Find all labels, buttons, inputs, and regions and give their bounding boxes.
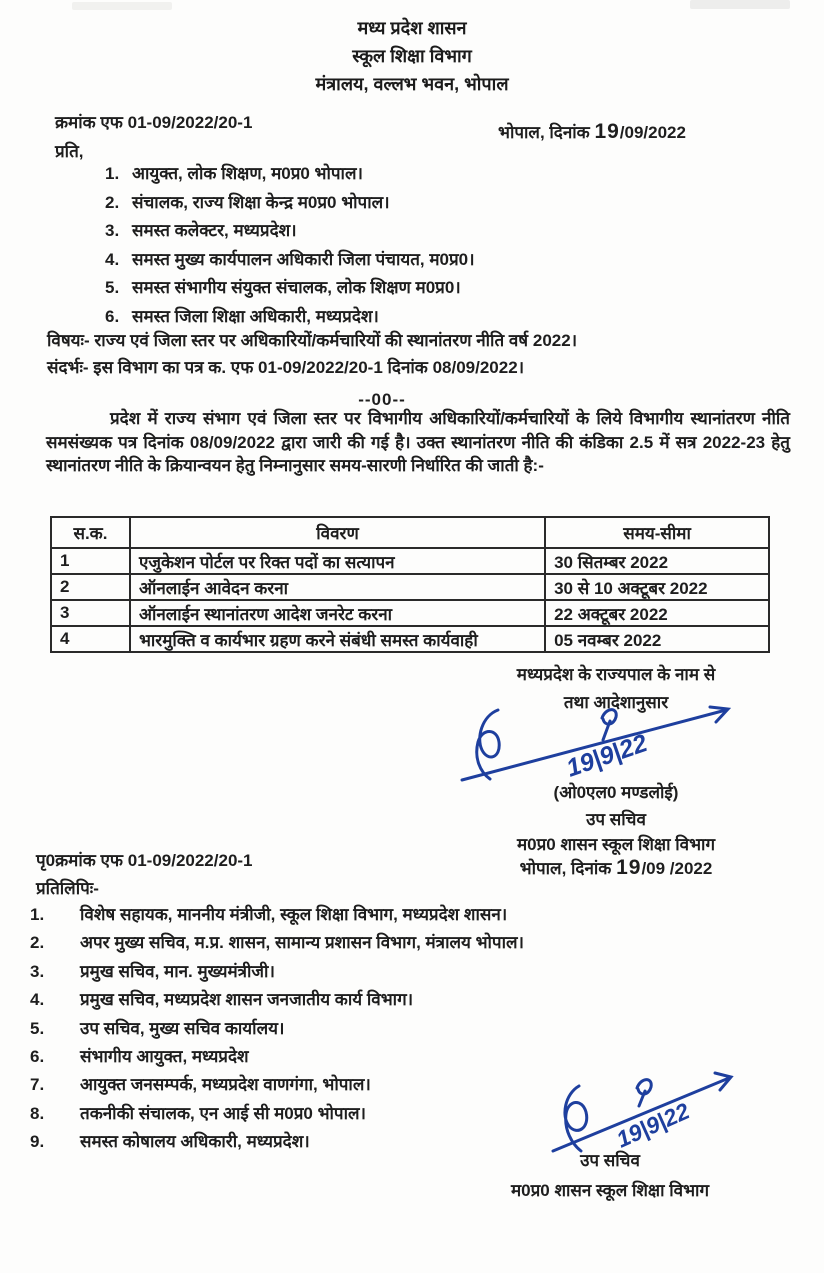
body-paragraph: प्रदेश में राज्य संभाग एवं जिला स्तर पर विभागीय अधिकारियों/कर्मचारियों के लिये विभागीय स्थानांतरण नीति समसंख्यक पत्र दिनांक 08/09/2022 द्वारा जारी की गई है। उक्त स्थानांतरण नीति की कंडिका 2.5 में सत्र 2022-23 हेतु स्थानांतरण नीति के क्रियान्वयन हेतु निम्नानुसार समय-सारणी निर्धारित की जाती है:-: [46, 409, 790, 476]
to-label: प्रति,: [55, 142, 84, 161]
cell-time: 30 से 10 अक्टूबर 2022: [545, 574, 769, 600]
list-item: [30, 1100, 750, 1128]
signatory-place-date: [448, 856, 784, 880]
place-date-rest: /09 /2022: [641, 859, 713, 878]
item-text: समस्त जिला शिक्षा अधिकारी, मध्यप्रदेश।: [132, 306, 379, 326]
letter-number: क्रमांक एफ 01-09/2022/20-1: [55, 113, 253, 132]
list-item: [30, 929, 750, 957]
item-text: समस्त कोषालय अधिकारी, मध्यप्रदेश।: [80, 1132, 310, 1152]
footer-department: म0प्र0 शासन स्कूल शिक्षा विभाग: [510, 1181, 710, 1200]
signature-date: 19|9|22: [612, 1097, 694, 1153]
item-text: समस्त संभागीय संयुक्त संचालक, लोक शिक्षण म0प्र0।: [132, 278, 461, 298]
list-item: [105, 160, 705, 189]
endorsement-number: पृ0क्रमांक एफ 01-09/2022/20-1: [36, 851, 253, 870]
item-text: संचालक, राज्य शिक्षा केन्द्र म0प्र0 भोपाल।: [132, 192, 390, 212]
item-number: 4.: [105, 249, 120, 269]
list-item: [105, 189, 705, 218]
item-text: अपर मुख्य सचिव, म.प्र. शासन, सामान्य प्रशासन विभाग, मंत्रालय भोपाल।: [80, 933, 524, 953]
letterhead: [0, 14, 824, 98]
recipient-list: [105, 160, 705, 332]
item-number: 2.: [105, 192, 120, 212]
cell-desc: एजुकेशन पोर्टल पर रिक्त पदों का सत्यापन: [130, 548, 545, 574]
cell-desc: ऑनलाईन आवेदन करना: [130, 574, 545, 600]
scan-smudge: [690, 0, 790, 9]
table-row: [51, 600, 769, 626]
item-number: 4.: [30, 990, 45, 1010]
list-item: [30, 1043, 750, 1071]
item-number: 3.: [30, 961, 45, 981]
place-date-prefix: भोपाल, दिनांक: [519, 859, 617, 878]
list-item: [105, 246, 705, 275]
column-header-desc: विवरण: [130, 517, 545, 548]
item-number: 3.: [105, 221, 120, 241]
item-text: उप सचिव, मुख्य सचिव कार्यालय।: [80, 1018, 285, 1038]
schedule-table: [50, 516, 770, 653]
handwritten-day: 19: [616, 856, 642, 879]
item-text: समस्त कलेक्टर, मध्यप्रदेश।: [132, 221, 297, 241]
place-date-prefix: भोपाल, दिनांक: [498, 123, 595, 142]
letterhead-line-govt: मध्य प्रदेश शासन: [357, 18, 467, 38]
list-item: [30, 958, 750, 986]
cell-sno: 4: [51, 626, 130, 652]
copy-list: [30, 901, 750, 1157]
list-item: [30, 986, 750, 1014]
table-row: [51, 626, 769, 652]
cell-desc: भारमुक्ति व कार्यभार ग्रहण करने संबंधी समस्त कार्यवाही: [130, 626, 545, 652]
table-row: [51, 574, 769, 600]
item-number: 7.: [30, 1075, 45, 1095]
list-item: [30, 1015, 750, 1043]
table-row: [51, 548, 769, 574]
list-item: [105, 217, 705, 246]
reference-line: संदर्भः- इस विभाग का पत्र क. एफ 01-09/2022/20-1 दिनांक 08/09/2022।: [47, 358, 525, 377]
item-text: आयुक्त जनसम्पर्क, मध्यप्रदेश वाणगंगा, भोपाल।: [80, 1075, 371, 1095]
copy-to-label: प्रतिलिपिः-: [36, 879, 99, 898]
item-text: प्रमुख सचिव, मध्यप्रदेश शासन जनजातीय कार्य विभाग।: [80, 990, 414, 1010]
item-text: प्रमुख सचिव, मान. मुख्यमंत्रीजी।: [80, 961, 275, 981]
list-item: [105, 274, 705, 303]
footer-designation: उप सचिव: [580, 1151, 640, 1170]
item-number: 1.: [105, 164, 120, 183]
place-date-rest: /09/2022: [619, 123, 686, 142]
item-number: 5.: [30, 1018, 45, 1038]
signatory-department: म0प्र0 शासन स्कूल शिक्षा विभाग: [516, 835, 716, 854]
item-text: विशेष सहायक, माननीय मंत्रीजी, स्कूल शिक्षा विभाग, मध्यप्रदेश शासन।: [80, 905, 508, 924]
item-text: संभागीय आयुक्त, मध्यप्रदेश: [80, 1047, 249, 1067]
item-number: 6.: [105, 306, 120, 326]
list-item: [30, 1071, 750, 1099]
item-text: आयुक्त, लोक शिक्षण, म0प्र0 भोपाल।: [132, 164, 363, 183]
item-number: 5.: [105, 278, 120, 298]
table-header-row: [51, 517, 769, 548]
column-header-sno: स.क.: [51, 517, 130, 548]
item-number: 2.: [30, 933, 45, 953]
cell-sno: 3: [51, 600, 130, 626]
cell-sno: 1: [51, 548, 130, 574]
signatory-name: (ओ0एल0 मण्डलोई): [553, 783, 679, 802]
cell-time: 30 सितम्बर 2022: [545, 548, 769, 574]
scan-smudge: [72, 2, 172, 10]
item-number: 1.: [30, 905, 45, 924]
cell-time: 22 अक्टूबर 2022: [545, 600, 769, 626]
column-header-time: समय-सीमा: [545, 517, 769, 548]
signatory-designation: उप सचिव: [586, 810, 646, 829]
item-number: 8.: [30, 1103, 45, 1123]
subject-line: विषयः- राज्य एवं जिला स्तर पर अधिकारियों/कर्मचारियों की स्थानांतरण नीति वर्ष 2022।: [47, 331, 578, 350]
on-behalf-line: मध्यप्रदेश के राज्यपाल के नाम से: [516, 665, 716, 684]
place-date-line: [498, 120, 686, 144]
list-item: [30, 901, 750, 929]
cell-desc: ऑनलाईन स्थानांतरण आदेश जनरेट करना: [130, 600, 545, 626]
letterhead-line-address: मंत्रालय, वल्लभ भवन, भोपाल: [315, 74, 509, 94]
item-number: 9.: [30, 1132, 45, 1152]
item-text: समस्त मुख्य कार्यपालन अधिकारी जिला पंचायत, म0प्र0।: [132, 249, 475, 269]
signature-date: 19|9|22: [562, 729, 651, 783]
cell-sno: 2: [51, 574, 130, 600]
handwritten-day: 19: [594, 120, 620, 143]
letterhead-line-dept: स्कूल शिक्षा विभाग: [352, 46, 472, 66]
by-order-line: तथा आदेशानुसार: [563, 693, 669, 712]
section-divider: --00--: [358, 390, 406, 409]
item-text: तकनीकी संचालक, एन आई सी म0प्र0 भोपाल।: [80, 1103, 366, 1123]
cell-time: 05 नवम्बर 2022: [545, 626, 769, 652]
item-number: 6.: [30, 1047, 45, 1067]
